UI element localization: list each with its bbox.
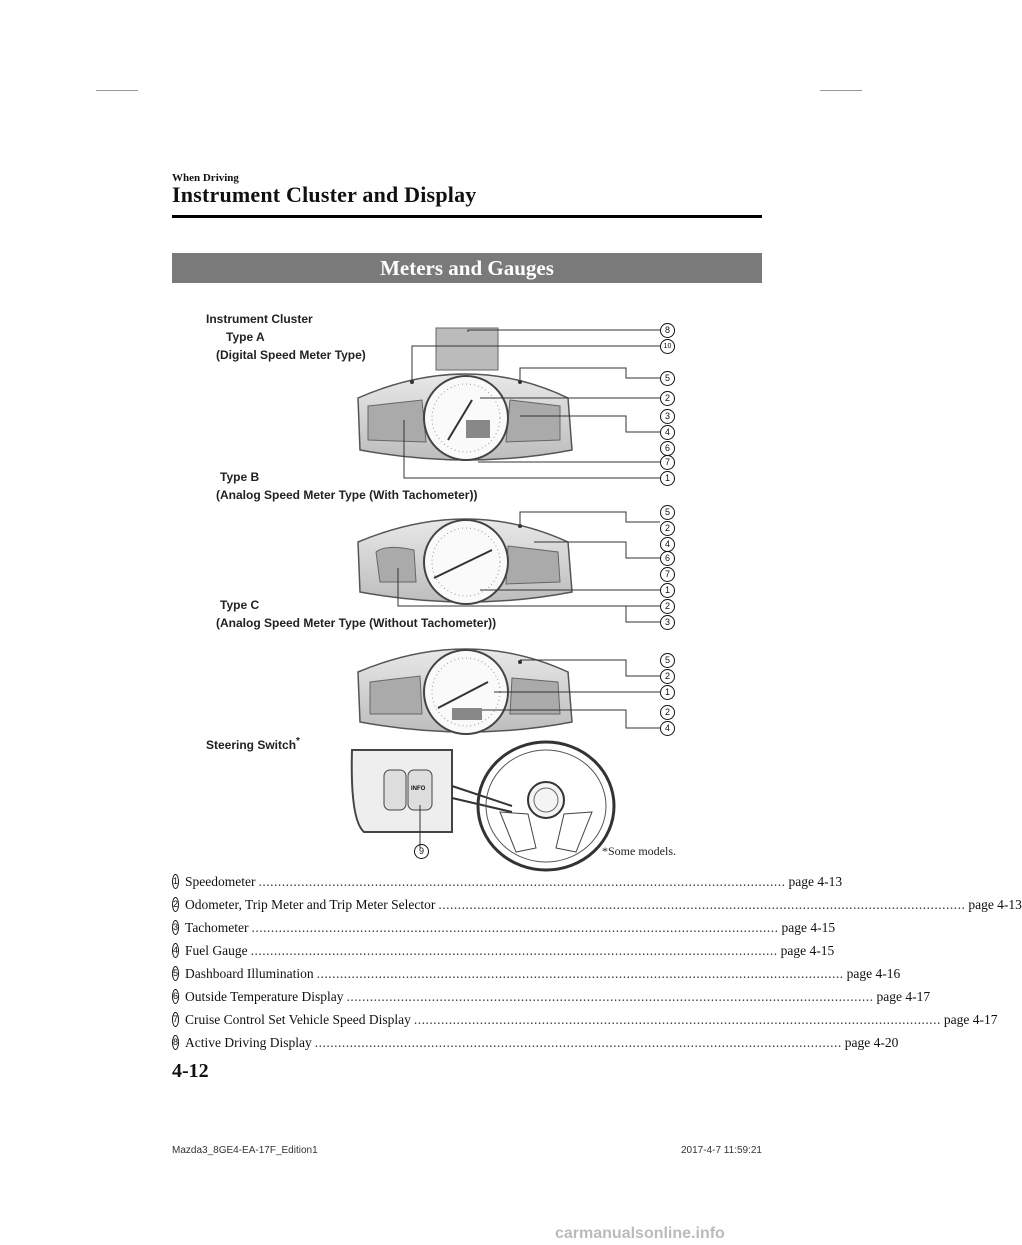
- callout-c: 4: [660, 721, 675, 736]
- callout-a: 4: [660, 425, 675, 440]
- item-number: 3: [172, 920, 179, 935]
- callout-c: 2: [660, 669, 675, 684]
- item-page-ref: page 4-15: [780, 942, 835, 958]
- item-page-ref: page 4-17: [943, 1011, 998, 1027]
- callout-c: 1: [660, 685, 675, 700]
- diagram-title: Instrument Cluster: [206, 312, 313, 326]
- callout-a: 3: [660, 409, 675, 424]
- list-item: [172, 893, 1022, 916]
- callout-a: 5: [660, 371, 675, 386]
- list-item: [172, 916, 836, 939]
- callout-b: 1: [660, 583, 675, 598]
- type-a-desc: (Digital Speed Meter Type): [216, 348, 366, 362]
- item-number: 5: [172, 966, 179, 981]
- callout-b: 7: [660, 567, 675, 582]
- item-page-ref: page 4-13: [788, 873, 843, 889]
- crop-mark-left: [96, 90, 138, 91]
- callout-b: 6: [660, 551, 675, 566]
- leader-dots: ........................................................................................................................................: [251, 919, 779, 935]
- item-page-ref: page 4-15: [781, 919, 836, 935]
- gauge-reference-list: [172, 870, 1022, 1054]
- callout-9: 9: [414, 844, 429, 859]
- leader-dots: ........................................................................................................................................: [413, 1011, 941, 1027]
- steering-switch-illustration: [352, 742, 614, 870]
- note-asterisk: *: [602, 844, 608, 858]
- steering-switch-text: Steering Switch: [206, 738, 297, 752]
- type-c-desc: (Analog Speed Meter Type (Without Tachometer)): [216, 616, 497, 630]
- item-number: 1: [172, 874, 179, 889]
- callout-b: 2: [660, 599, 675, 614]
- callout-a: 8: [660, 323, 675, 338]
- leader-dots: ........................................................................................................................................: [438, 896, 966, 912]
- callout-a: 1: [660, 471, 675, 486]
- item-number: 7: [172, 1012, 179, 1027]
- note-text: Some models.: [608, 844, 676, 858]
- leader-dots: ........................................................................................................................................: [314, 1034, 842, 1050]
- callout-c: 2: [660, 705, 675, 720]
- type-b-name: Type B: [220, 470, 260, 484]
- list-item: [172, 1008, 998, 1031]
- cluster-type-a: [358, 328, 572, 460]
- instrument-cluster-diagram: [190, 300, 750, 870]
- callout-b: 3: [660, 615, 675, 630]
- info-switch-label: INFO: [411, 786, 426, 792]
- item-label: Active Driving Display: [185, 1034, 312, 1050]
- footer-timestamp: 2017-4-7 11:59:21: [681, 1145, 762, 1156]
- footer-document-id: Mazda3_8GE4-EA-17F_Edition1: [172, 1145, 318, 1156]
- item-page-ref: page 4-17: [876, 988, 931, 1004]
- type-c-name: Type C: [220, 598, 260, 612]
- list-item: [172, 870, 843, 893]
- item-number: 8: [172, 1035, 179, 1050]
- item-label: Outside Temperature Display: [185, 988, 344, 1004]
- leader-dots: ........................................................................................................................................: [258, 873, 786, 889]
- callout-a: 6: [660, 441, 675, 456]
- item-label: Tachometer: [185, 919, 249, 935]
- item-page-ref: page 4-20: [844, 1034, 899, 1050]
- callout-b: 2: [660, 521, 675, 536]
- leader-dots: ........................................................................................................................................: [316, 965, 844, 981]
- item-label: Odometer, Trip Meter and Trip Meter Selector: [185, 896, 436, 912]
- item-label: Speedometer: [185, 873, 256, 889]
- callout-a: 2: [660, 391, 675, 406]
- watermark: carmanualsonline.info: [555, 1225, 725, 1242]
- item-number: 6: [172, 989, 179, 1004]
- list-item: [172, 939, 835, 962]
- leader-dots: ........................................................................................................................................: [250, 942, 778, 958]
- type-b-desc: (Analog Speed Meter Type (With Tachometer)): [216, 488, 478, 502]
- callout-b: 4: [660, 537, 675, 552]
- callout-a: 10: [660, 339, 675, 354]
- item-label: Cruise Control Set Vehicle Speed Display: [185, 1011, 411, 1027]
- callout-c: 5: [660, 653, 675, 668]
- cluster-type-b: [358, 519, 572, 604]
- item-label: Fuel Gauge: [185, 942, 248, 958]
- section-label: When Driving: [172, 172, 239, 184]
- leader-dots: ........................................................................................................................................: [346, 988, 874, 1004]
- banner-title: Meters and Gauges: [380, 256, 554, 280]
- callout-a: 7: [660, 455, 675, 470]
- section-banner: [172, 253, 762, 283]
- chapter-title: Instrument Cluster and Display: [172, 182, 477, 207]
- crop-mark-right: [820, 90, 862, 91]
- list-item: [172, 962, 901, 985]
- item-page-ref: page 4-13: [968, 896, 1022, 912]
- callout-b: 5: [660, 505, 675, 520]
- item-label: Dashboard Illumination: [185, 965, 314, 981]
- item-number: 2: [172, 897, 179, 912]
- item-page-ref: page 4-16: [846, 965, 901, 981]
- list-item: [172, 985, 931, 1008]
- title-rule: [172, 215, 762, 218]
- item-number: 4: [172, 943, 179, 958]
- list-item: [172, 1031, 899, 1054]
- type-a-name: Type A: [226, 330, 265, 344]
- asterisk-mark: *: [296, 736, 300, 747]
- page-number: 4-12: [172, 1060, 209, 1082]
